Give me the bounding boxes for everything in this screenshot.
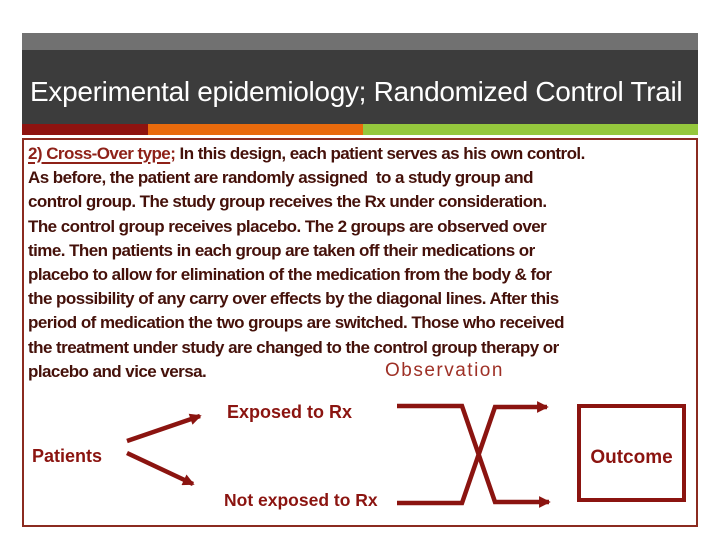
paragraph-line: the treatment under study are changed to the control group therapy or [28,337,559,357]
paragraph-line: placebo to allow for elimination of the medication from the body & for [28,265,552,285]
crossover-heading: 2) Cross-Over type [28,144,171,163]
crossover-path-top-to-bottom [397,406,549,502]
heading-separator: ; [170,144,180,163]
outcome-label: Outcome [590,447,673,468]
paragraph-line: period of medication the two groups are switched. Those who received [28,313,564,333]
slide-title: Experimental epidemiology; Randomized Control Trail [30,75,683,107]
crossover-path-bottom-to-top [397,407,547,503]
paragraph-line: As before, the patient are randomly assigned to a study group and [28,168,533,188]
paragraph-line-1-rest: In this design, each patient serves as his own control. [179,144,585,163]
patients-label: Patients [32,446,103,466]
paragraph-line: time. Then patients in each group are taken off their medications or [28,240,535,260]
paragraph-line: placebo and vice versa. [28,361,207,381]
arrow-patients-to-exposed [127,416,200,441]
paragraph-line: The control group receives placebo. The 2 groups are observed over [28,216,547,236]
not-exposed-to-rx-label: Not exposed to Rx [224,490,378,510]
observation-label: Observation [385,360,504,381]
paragraph-line: the possibility of any carry over effects by the diagonal lines. After this [28,289,559,309]
arrow-patients-to-not-exposed [127,453,193,484]
exposed-to-rx-label: Exposed to Rx [227,402,353,422]
paragraph-line: control group. The study group receives the Rx under consideration. [28,192,547,212]
